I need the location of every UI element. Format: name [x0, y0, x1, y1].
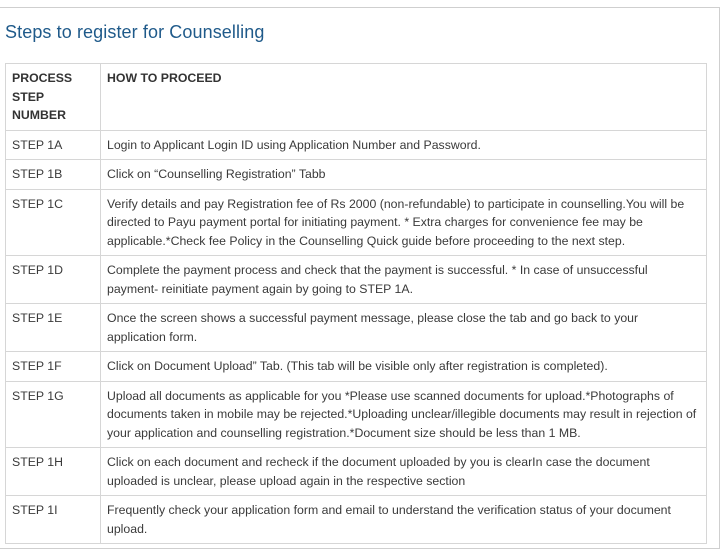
page-title: Steps to register for Counselling — [5, 22, 265, 42]
table-row — [6, 256, 707, 304]
table-row — [6, 160, 707, 190]
table-row — [6, 352, 707, 382]
step-instruction: Click on each document and recheck if the document uploaded by you is clearIn case the document uploaded is unclear, please upload again in the respective section — [101, 448, 707, 496]
table-row — [6, 304, 707, 352]
step-instruction: Verify details and pay Registration fee of Rs 2000 (non-refundable) to participate in counselling.You will be directed to Payu payment portal for initiating payment. * Extra charges for convenience fee may be applicable.*Check fee Policy in the Counselling Quick guide before proceeding to the next step. — [101, 189, 707, 256]
step-number: STEP 1H — [6, 448, 101, 496]
step-number: STEP 1G — [6, 381, 101, 448]
step-number: STEP 1C — [6, 189, 101, 256]
step-number: STEP 1A — [6, 130, 101, 160]
header-process-step-number: PROCESS STEP NUMBER — [6, 64, 101, 131]
step-number: STEP 1I — [6, 496, 101, 544]
steps-table — [5, 63, 707, 544]
step-number: STEP 1E — [6, 304, 101, 352]
table-row — [6, 496, 707, 544]
table-row — [6, 381, 707, 448]
step-instruction: Frequently check your application form and email to understand the verification status of your document upload. — [101, 496, 707, 544]
step-instruction: Upload all documents as applicable for you *Please use scanned documents for upload.*Photographs of documents taken in mobile may be rejected.*Uploading unclear/illegible documents may result in rejection of your application and counselling registration.*Document size should be less than 1 MB. — [101, 381, 707, 448]
step-number: STEP 1D — [6, 256, 101, 304]
table-row — [6, 448, 707, 496]
step-instruction: Complete the payment process and check that the payment is successful. * In case of unsuccessful payment- reinitiate payment again by going to STEP 1A. — [101, 256, 707, 304]
table-header-row — [6, 64, 707, 131]
table-row — [6, 130, 707, 160]
step-number: STEP 1F — [6, 352, 101, 382]
step-instruction: Click on “Counselling Registration” Tabb — [101, 160, 707, 190]
table-row — [6, 189, 707, 256]
step-instruction: Once the screen shows a successful payment message, please close the tab and go back to your application form. — [101, 304, 707, 352]
step-number: STEP 1B — [6, 160, 101, 190]
step-instruction: Login to Applicant Login ID using Application Number and Password. — [101, 130, 707, 160]
step-instruction: Click on Document Upload” Tab. (This tab will be visible only after registration is completed). — [101, 352, 707, 382]
header-how-to-proceed: HOW TO PROCEED — [101, 64, 707, 131]
